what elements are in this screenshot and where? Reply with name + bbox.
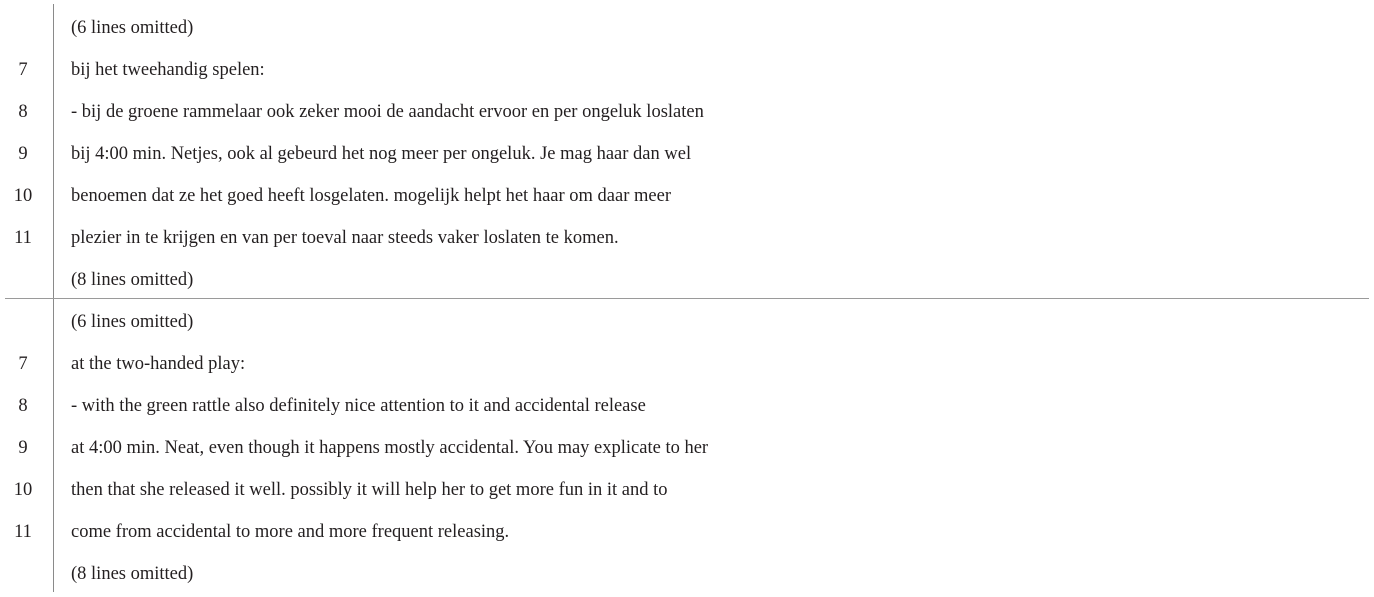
line-number: 7 [18, 60, 28, 80]
line-number: 8 [18, 102, 28, 122]
transcript-line [0, 49, 1374, 91]
line-text: at 4:00 min. Neat, even though it happens mostly accidental. You may explicate to her [71, 438, 709, 458]
english-transcript-block [0, 301, 1374, 595]
transcript-line [0, 301, 1374, 343]
transcript-line [0, 343, 1374, 385]
line-text: at the two-handed play: [71, 354, 246, 374]
line-number: 11 [14, 228, 32, 248]
line-text: (8 lines omitted) [71, 270, 194, 290]
transcript-line [0, 133, 1374, 175]
transcript-line [0, 427, 1374, 469]
line-text: (8 lines omitted) [71, 564, 194, 584]
line-text: (6 lines omitted) [71, 18, 194, 38]
line-number: 11 [14, 522, 32, 542]
transcript-line [0, 385, 1374, 427]
line-text: - bij de groene rammelaar ook zeker mooi de aandacht ervoor en per ongeluk loslaten [71, 102, 704, 122]
transcript-line [0, 175, 1374, 217]
transcript-line [0, 553, 1374, 595]
transcript-line [0, 7, 1374, 49]
line-number: 7 [18, 354, 28, 374]
transcript-line [0, 469, 1374, 511]
line-number: 9 [18, 144, 28, 164]
line-text: come from accidental to more and more frequent releasing. [71, 522, 510, 542]
line-number: 9 [18, 438, 28, 458]
line-text: - with the green rattle also definitely nice attention to it and accidental release [71, 396, 646, 416]
line-text: then that she released it well. possibly it will help her to get more fun in it and to [71, 480, 668, 500]
line-number: 8 [18, 396, 28, 416]
line-text: plezier in te krijgen en van per toeval naar steeds vaker loslaten te komen. [71, 228, 619, 248]
line-text: benoemen dat ze het goed heeft losgelaten. mogelijk helpt het haar om daar meer [71, 186, 671, 206]
line-text: (6 lines omitted) [71, 312, 194, 332]
transcript-line [0, 91, 1374, 133]
dutch-transcript-block [0, 7, 1374, 301]
line-text: bij het tweehandig spelen: [71, 60, 265, 80]
transcript-line [0, 511, 1374, 553]
transcript-line [0, 259, 1374, 301]
line-text: bij 4:00 min. Netjes, ook al gebeurd het nog meer per ongeluk. Je mag haar dan wel [71, 144, 692, 164]
line-number: 10 [13, 480, 33, 500]
line-number: 10 [13, 186, 33, 206]
transcript-line [0, 217, 1374, 259]
